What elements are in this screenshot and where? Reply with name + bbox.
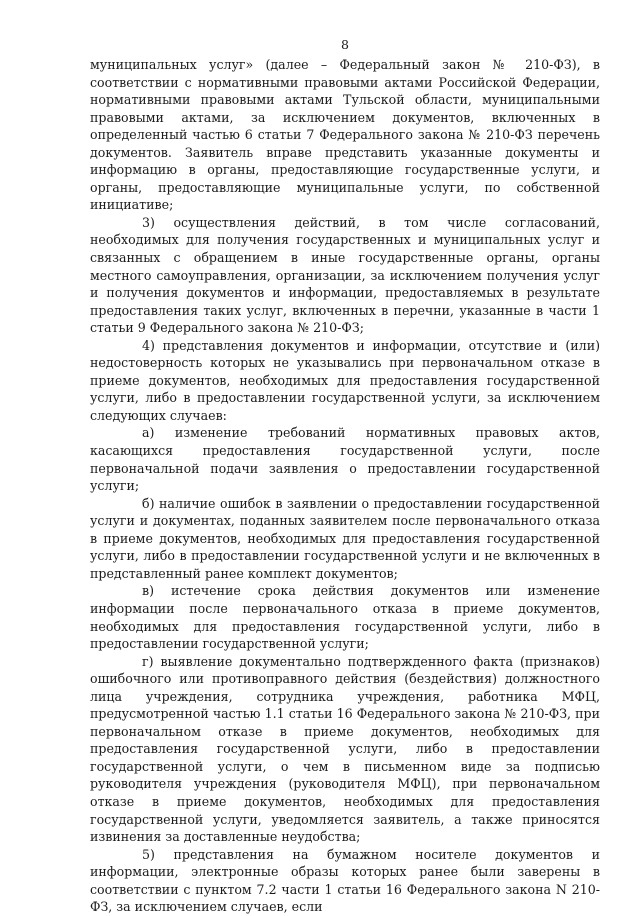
paragraph-subitem-b: б) наличие ошибок в заявлении о предоставлении государственной услуги и документах, поданных заявителем после первоначального отказа в приеме документов, необходимых для предоставления государственной услуги, либо в предоставлении государственной услуги и не включенных в представленный ранее комплект документов; <box>90 495 600 581</box>
paragraph-subitem-a: а) изменение требований нормативных правовых актов, касающихся предоставления государственной услуги, после первоначальной подачи заявления о предоставлении государственной услуги; <box>90 425 600 494</box>
paragraph-subitem-v: в) истечение срока действия документов или изменение информации после первоначального отказа в приеме документов, необходимых для предоставления государственной услуги, либо в предоставлении государственной услуги; <box>90 583 600 652</box>
paragraph-subitem-g: г) выявление документально подтвержденного факта (признаков) ошибочного или противоправного действия (бездействия) должностного лица учреждения, сотрудника учреждения, работника МФЦ, предусмотренной частью 1.1 статьи 16 Федерального закона № 210-ФЗ, при первоначальном отказе в приеме документов, необходимых для предоставления государственной услуги, либо в предоставлении государственной услуги, о чем в письменном виде за подписью руководителя учреждения (руководителя МФЦ), при первоначальном отказе в приеме документов, необходимых для предоставления государственной услуги, уведомляется заявитель, а также приносятся извинения за доставленные неудобства; <box>90 653 600 845</box>
paragraph-item-3: 3) осуществления действий, в том числе согласований, необходимых для получения государственных и муниципальных услуг и связанных с обращением в иные государственные органы, органы местного самоуправления, организации, за исключением получения услуг и получения документов и информации, предоставляемых в результате предоставления таких услуг, включенных в перечни, указанные в части 1 статьи 9 Федерального закона № 210-ФЗ; <box>90 214 600 336</box>
paragraph-item-5: 5) представления на бумажном носителе документов и информации, электронные образы которых ранее были заверены в соответствии с пунктом 7.2 части 1 статьи 16 Федерального закона N 210-ФЗ, за исключением случаев, если <box>90 846 600 915</box>
paragraph-continuation: муниципальных услуг» (далее – Федеральный закон № 210-ФЗ), в соответствии с нормативными правовыми актами Российской Федерации, нормативными правовыми актами Тульской области, муниципальными правовыми актами, за исключением документов, включенных в определенный частью 6 статьи 7 Федерального закона № 210-ФЗ перечень документов. Заявитель вправе представить указанные документы и информацию в органы, предоставляющие государственные услуги, и органы, предоставляющие муниципальные услуги, по собственной инициативе; <box>90 57 600 213</box>
paragraph-item-4: 4) представления документов и информации, отсутствие и (или) недостоверность которых не указывались при первоначальном отказе в приеме документов, необходимых для предоставления государственной услуги, либо в предоставлении государственной услуги, за исключением следующих случаев: <box>90 337 600 423</box>
page-number: 8 <box>341 37 349 52</box>
document-body <box>90 56 600 916</box>
